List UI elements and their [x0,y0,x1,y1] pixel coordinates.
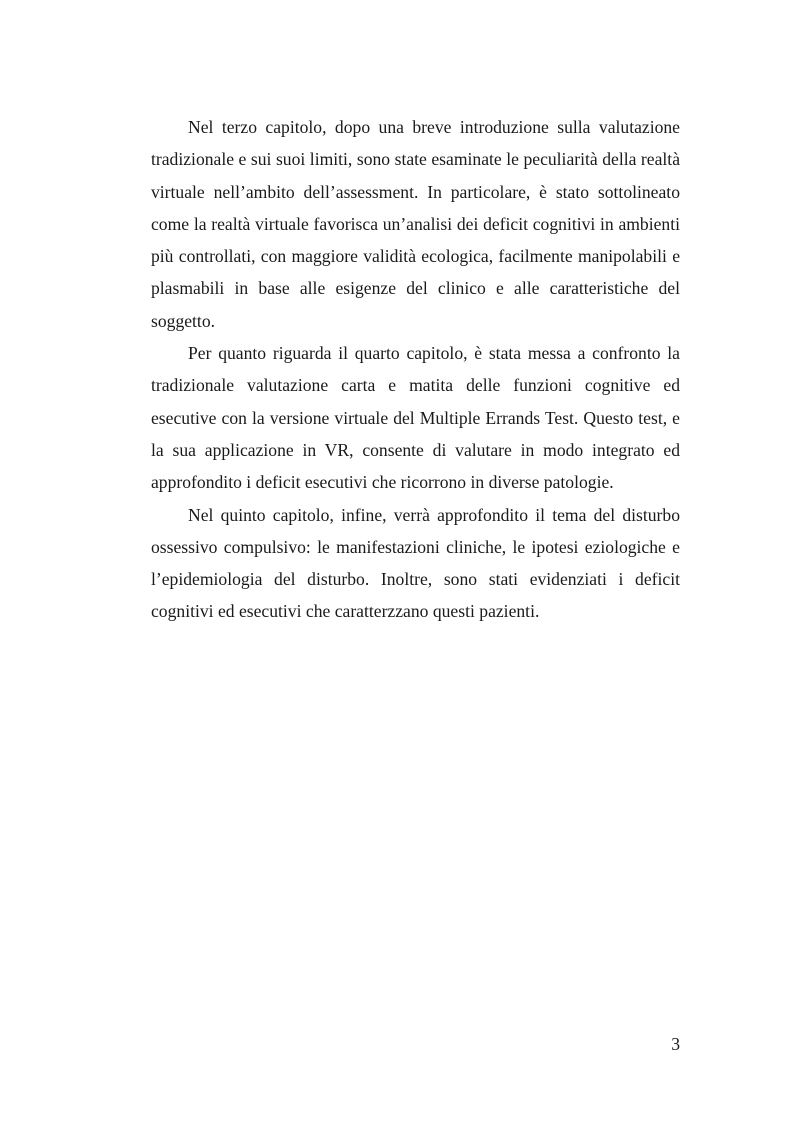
paragraph-fifth-chapter: Nel quinto capitolo, infine, verrà approfondito il tema del disturbo ossessivo compulsivo: le manifestazioni cliniche, le ipotesi eziologiche e l’epidemiologia del disturbo. Inoltre, sono stati evidenziati i deficit cognitivi ed esecutivi che caratterzzano questi pazienti. [151,504,680,622]
paragraph-fourth-chapter: Per quanto riguarda il quarto capitolo, è stata messa a confronto la tradizionale valutazione carta e matita delle funzioni cognitive ed esecutive con la versione virtuale del Multiple Errands Test. Questo test, e la sua applicazione in VR, consente di valutare in modo integrato ed approfondito i deficit esecutivi che ricorrono in diverse patologie. [151,343,680,493]
page-number: 3 [671,1034,680,1054]
body-text [151,111,680,628]
paragraph-third-chapter: Nel terzo capitolo, dopo una breve introduzione sulla valutazione tradizionale e sui suoi limiti, sono state esaminate le peculiarità della realtà virtuale nell’ambito dell’assessment. In particolare, è stato sottolineato come la realtà virtuale favorisca un’analisi dei deficit cognitivi in ambienti più controllati, con maggiore validità ecologica, facilmente manipolabili e plasmabili in base alle esigenze del clinico e alle caratteristiche del soggetto. [151,117,680,331]
